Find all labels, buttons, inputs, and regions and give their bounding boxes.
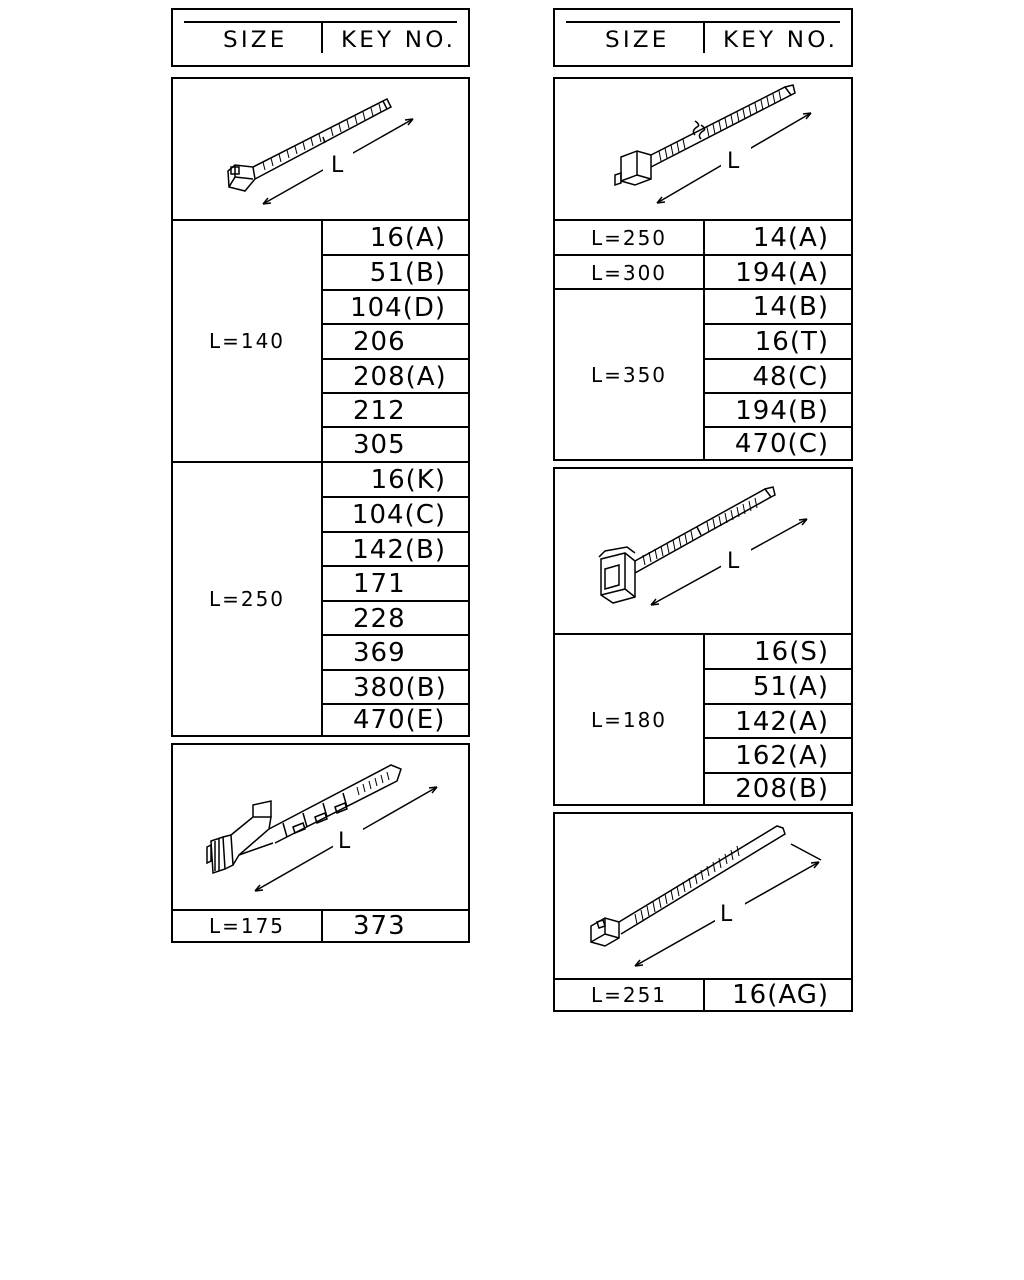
size-cell: L=250 — [590, 225, 668, 250]
size-cell: L=251 — [590, 983, 668, 1007]
left-group-1-table — [171, 77, 470, 737]
key-no-cell: 16(A) — [369, 222, 446, 253]
cable-tie-illustration — [173, 79, 468, 219]
length-dimension-label: L — [727, 549, 740, 574]
key-no-cell: 212 — [353, 395, 406, 426]
cable-tie-drawing — [173, 79, 468, 219]
length-dimension-label: L — [331, 153, 344, 178]
key-no-cell: 14(A) — [752, 222, 829, 253]
key-no-cell: 380(B) — [353, 672, 447, 703]
key-no-cell: 16(T) — [754, 326, 829, 357]
long-cable-tie-illustration — [555, 79, 851, 219]
key-no-cell: 142(A) — [735, 706, 829, 737]
key-no-cell: 171 — [353, 568, 406, 599]
key-no-cell: 51(B) — [369, 257, 446, 288]
key-no-cell: 470(E) — [353, 705, 446, 735]
anchor-mount-tie-drawing — [555, 469, 851, 633]
key-no-cell: 14(B) — [752, 291, 829, 322]
mounting-clip-tie-drawing — [173, 745, 468, 909]
size-cell: L=140 — [208, 329, 286, 353]
size-cell: L=300 — [590, 260, 668, 285]
size-cell: L=180 — [590, 707, 668, 732]
header-divider — [321, 23, 323, 53]
left-group-2-table — [171, 743, 470, 943]
standard-cable-tie-drawing — [555, 814, 851, 978]
length-dimension-label: L — [727, 149, 740, 174]
key-no-column-header: KEY NO. — [723, 28, 839, 53]
key-no-cell: 16(K) — [370, 464, 446, 495]
key-no-cell: 194(A) — [735, 257, 829, 288]
key-no-cell: 104(C) — [351, 499, 446, 530]
key-no-cell: 104(D) — [350, 292, 446, 323]
key-no-cell: 305 — [353, 429, 406, 460]
size-column-header: SIZE — [605, 28, 670, 53]
key-no-cell: 48(C) — [752, 361, 829, 392]
key-no-cell: 16(S) — [754, 636, 829, 667]
key-no-cell: 16(AG) — [732, 980, 829, 1010]
right-group-1-table — [553, 77, 853, 461]
right-group-3-table — [553, 812, 853, 1012]
size-cell: L=175 — [208, 914, 286, 938]
size-cell: L=250 — [208, 587, 286, 611]
key-no-cell: 194(B) — [735, 395, 829, 426]
length-dimension-label: L — [720, 902, 733, 927]
key-no-cell: 162(A) — [735, 740, 829, 771]
header-divider — [703, 23, 705, 53]
key-no-cell: 470(C) — [734, 428, 829, 459]
size-column-header: SIZE — [223, 28, 288, 53]
long-cable-tie-drawing — [555, 79, 851, 219]
right-group-2-table — [553, 467, 853, 806]
anchor-mount-tie-illustration — [555, 469, 851, 633]
key-no-cell: 228 — [353, 603, 406, 634]
key-no-cell: 51(A) — [752, 671, 829, 702]
key-no-cell: 369 — [353, 637, 406, 668]
key-no-cell: 208(B) — [735, 774, 829, 804]
mounting-clip-tie-illustration — [173, 745, 468, 909]
right-header-box — [553, 8, 853, 67]
key-no-cell: 142(B) — [352, 534, 446, 565]
key-no-cell: 206 — [353, 326, 406, 357]
key-no-cell: 373 — [353, 911, 406, 941]
key-no-cell: 208(A) — [353, 361, 447, 392]
length-dimension-label: L — [338, 829, 351, 854]
size-cell: L=350 — [590, 362, 668, 387]
standard-cable-tie-illustration — [555, 814, 851, 978]
key-no-column-header: KEY NO. — [341, 28, 457, 53]
left-header-box — [171, 8, 470, 67]
